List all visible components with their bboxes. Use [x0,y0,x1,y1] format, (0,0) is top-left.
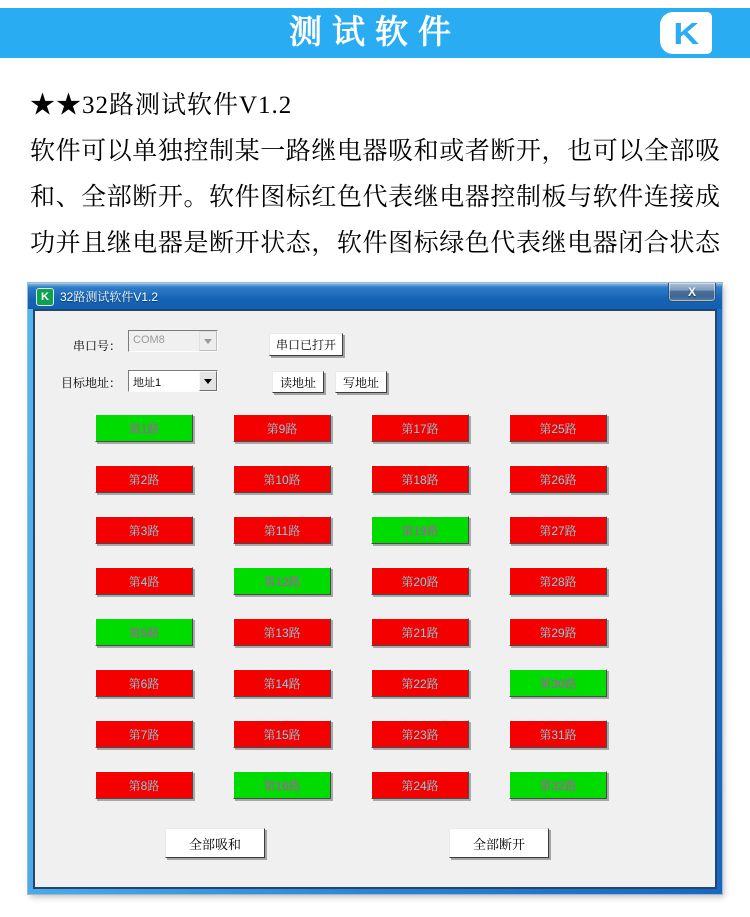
serial-port-select [128,330,218,352]
relay-button-21[interactable]: 第21路 [371,618,469,646]
intro-line-2: 软件可以单独控制某一路继电器吸和或者断开，也可以全部吸 [30,138,720,165]
relay-button-11[interactable]: 第11路 [233,516,331,544]
relay-button-8[interactable]: 第8路 [95,771,193,799]
window-k-icon: K [36,288,54,306]
relay-button-18[interactable]: 第18路 [371,465,469,493]
intro-text [30,83,720,267]
relay-button-30[interactable]: 第30路 [509,669,607,697]
relay-button-7[interactable]: 第7路 [95,720,193,748]
close-button[interactable]: X [668,283,716,302]
window-title: 32路测试软件V1.2 [60,290,159,304]
address-dropdown-arrow-icon[interactable] [199,371,217,391]
relay-button-1[interactable]: 第1路 [95,414,193,442]
relay-button-15[interactable]: 第15路 [233,720,331,748]
relay-button-26[interactable]: 第26路 [509,465,607,493]
relay-button-12[interactable]: 第12路 [233,567,331,595]
all-close-button[interactable]: 全部吸和 [165,828,265,858]
relay-button-16[interactable]: 第16路 [233,771,331,799]
port-open-button[interactable]: 串口已打开 [269,333,343,356]
app-header [0,8,750,58]
relay-button-13[interactable]: 第13路 [233,618,331,646]
relay-button-9[interactable]: 第9路 [233,414,331,442]
relay-button-3[interactable]: 第3路 [95,516,193,544]
relay-button-17[interactable]: 第17路 [371,414,469,442]
page-title: 测试软件 [289,15,461,51]
target-address-value: 地址1 [133,377,162,389]
relay-button-4[interactable]: 第4路 [95,567,193,595]
k-logo-icon: K [673,15,699,51]
relay-button-19[interactable]: 第19路 [371,516,469,544]
relay-button-27[interactable]: 第27路 [509,516,607,544]
all-open-button[interactable]: 全部断开 [449,828,549,858]
target-address-label: 目标地址： [60,376,121,390]
relay-button-31[interactable]: 第31路 [509,720,607,748]
relay-button-2[interactable]: 第2路 [95,465,193,493]
intro-line-3: 和、全部断开。软件图标红色代表继电器控制板与软件连接成 [30,184,720,211]
relay-button-25[interactable]: 第25路 [509,414,607,442]
target-address-select[interactable] [128,370,218,392]
relay-button-10[interactable]: 第10路 [233,465,331,493]
relay-button-28[interactable]: 第28路 [509,567,607,595]
relay-button-20[interactable]: 第20路 [371,567,469,595]
intro-line-1: ★★32路测试软件V1.2 [30,92,293,119]
relay-grid [95,414,607,799]
intro-line-4: 功并且继电器是断开状态，软件图标绿色代表继电器闭合状态 [30,230,720,257]
relay-button-32[interactable]: 第32路 [509,771,607,799]
relay-button-29[interactable]: 第29路 [509,618,607,646]
app-window [28,283,722,894]
relay-button-23[interactable]: 第23路 [371,720,469,748]
relay-button-6[interactable]: 第6路 [95,669,193,697]
read-address-button[interactable]: 读地址 [272,371,324,393]
serial-port-label: 串口号： [72,339,121,353]
relay-button-14[interactable]: 第14路 [233,669,331,697]
relay-button-5[interactable]: 第5路 [95,618,193,646]
relay-button-22[interactable]: 第22路 [371,669,469,697]
window-content [33,309,717,889]
brand-logo [660,12,712,54]
serial-dropdown-arrow-icon [199,331,217,351]
serial-port-value: COM8 [133,334,165,346]
window-titlebar[interactable] [28,283,722,309]
relay-button-24[interactable]: 第24路 [371,771,469,799]
write-address-button[interactable]: 写地址 [335,371,387,393]
